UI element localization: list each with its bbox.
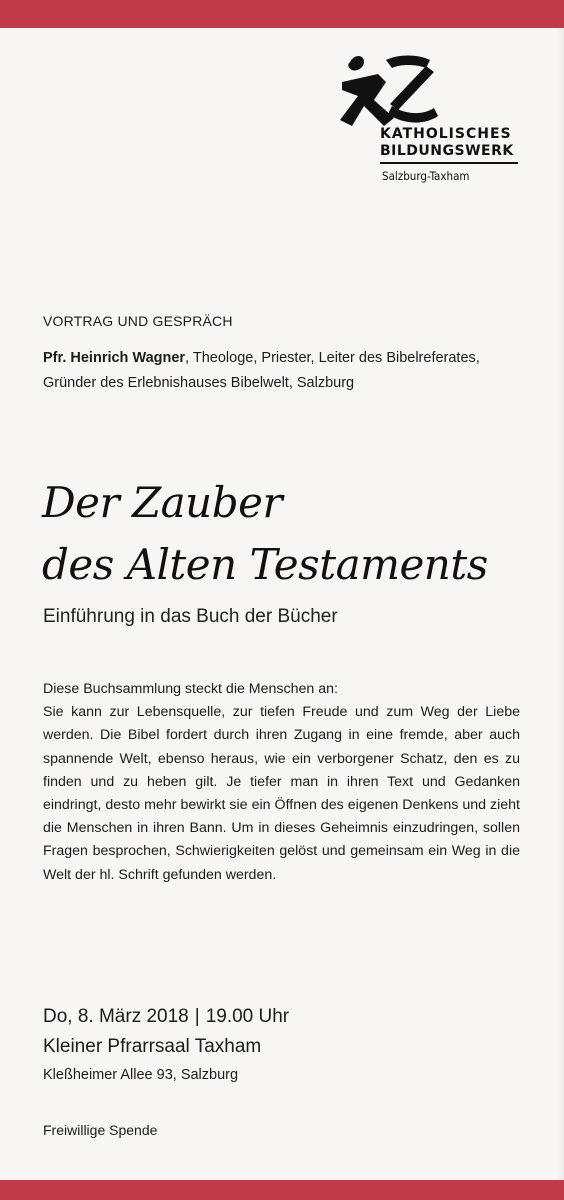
- description-text: Sie kann zur Lebensquelle, zur tiefen Freude und zum Weg der Liebe werden. Die Bibel fordert durch ihren Zugang in eine fremde, aber auch spannende Welt, ebenso heraus, wie ein verborgener Schatz, den es zu finden und zu heben gilt. Je tiefer man in ihren Text und Gedanken eindringt, desto mehr bewirkt sie ein Öffnen des eigenen Denkens und zieht die Menschen in ihren Bann. Um in dieses Geheimnis einzudringen, sollen Fragen besprochen, Schwierigkeiten gelöst und gemeinsam ein Weg in die Welt der hl. Schrift gefunden werden.: [43, 704, 520, 883]
- event-subtitle: Einführung in das Buch der Bücher: [43, 606, 338, 627]
- kbw-logo: [326, 52, 526, 192]
- logo-mark-icon: [334, 52, 444, 132]
- event-venue: Kleiner Pfrarrsaal Taxham: [43, 1036, 262, 1057]
- speaker-name: Pfr. Heinrich Wagner: [43, 350, 186, 366]
- title-line-2: des Alten Testaments: [42, 540, 488, 589]
- admission-note: Freiwillige Spende: [43, 1122, 158, 1138]
- description-intro: Diese Buchsammlung steckt die Menschen an:: [43, 681, 338, 697]
- title-line-1: Der Zauber: [42, 478, 283, 527]
- event-time: 19.00 Uhr: [205, 1006, 290, 1027]
- event-category: VORTRAG UND GESPRÄCH: [43, 313, 233, 329]
- top-color-band: [0, 0, 564, 28]
- event-title: [42, 472, 488, 596]
- paper-edge-shade: [558, 28, 564, 1180]
- logo-line1: KATHOLISCHES: [380, 126, 512, 142]
- date-time-separator: |: [194, 1006, 200, 1027]
- event-description: [43, 678, 520, 887]
- event-date: Do, 8. März 2018: [43, 1006, 189, 1027]
- date-time-line: [43, 1006, 289, 1028]
- speaker-info: , Theologe, Priester, Leiter des Bibelreferates, Gründer des Erlebnishauses Bibelwelt, Salzburg: [43, 350, 480, 391]
- speaker-block: [43, 346, 523, 396]
- logo-line3: Salzburg-Taxham: [382, 169, 470, 183]
- logo-line2: BILDUNGSWERK: [380, 143, 518, 164]
- event-address: Kleßheimer Allee 93, Salzburg: [43, 1067, 239, 1083]
- bottom-color-band: [0, 1180, 564, 1200]
